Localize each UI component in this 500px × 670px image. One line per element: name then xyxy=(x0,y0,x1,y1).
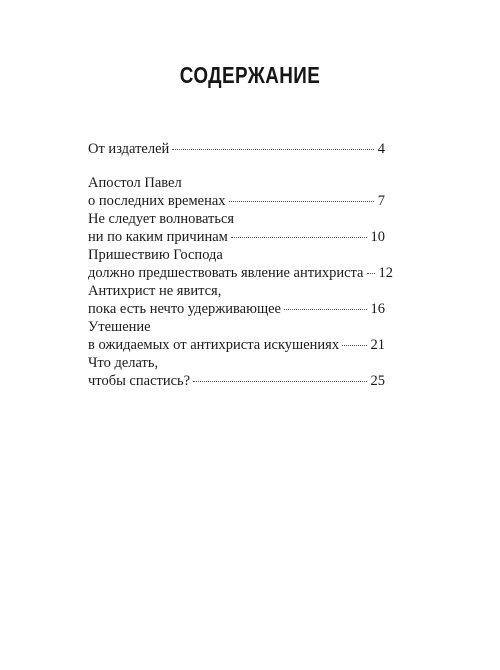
dot-leader xyxy=(229,201,374,202)
toc-entry-title-line: чтобы спастись? xyxy=(88,373,191,389)
toc-entry-title-line: Не следует волноваться xyxy=(88,211,235,227)
toc-page-number: 25 xyxy=(370,373,385,389)
table-of-contents xyxy=(88,140,393,390)
toc-entry-title-line: Пришествию Господа xyxy=(88,247,223,263)
toc-entry-title-line: ни по каким причинам xyxy=(88,229,228,245)
toc-entry-title: От издателей xyxy=(88,141,170,157)
toc-entry[interactable] xyxy=(88,282,385,318)
toc-entry[interactable] xyxy=(88,354,385,390)
page-title: СОДЕРЖАНИЕ xyxy=(179,62,321,88)
toc-entry-title-line: должно предшествовать явление антихриста xyxy=(88,265,364,281)
toc-entry[interactable] xyxy=(88,174,385,210)
toc-entry-title-line: Что делать, xyxy=(88,355,159,371)
dot-leader xyxy=(367,273,375,274)
toc-entry[interactable] xyxy=(88,140,385,158)
toc-entry[interactable] xyxy=(88,210,385,246)
toc-entry-title-line: Апостол Павел xyxy=(88,175,182,191)
toc-entry-title-line: Утешение xyxy=(88,319,151,335)
dot-leader xyxy=(342,345,366,346)
toc-entry[interactable] xyxy=(88,318,385,354)
toc-entry[interactable] xyxy=(88,246,393,282)
toc-entry-title-line: пока есть нечто удерживающее xyxy=(88,301,281,317)
toc-page-number: 16 xyxy=(370,301,385,317)
toc-entry-title-line: Антихрист не явится, xyxy=(88,283,222,299)
dot-leader xyxy=(193,381,366,382)
toc-page-number: 7 xyxy=(377,193,385,209)
dot-leader xyxy=(231,237,367,238)
toc-page-number: 10 xyxy=(370,229,385,245)
dot-leader xyxy=(284,309,367,310)
toc-entry-title-line: о последних временах xyxy=(88,193,226,209)
toc-page-number: 21 xyxy=(370,337,385,353)
toc-page-number: 4 xyxy=(377,141,385,157)
toc-page-number: 12 xyxy=(378,265,393,281)
dot-leader xyxy=(172,149,373,150)
toc-entry-title-line: в ожидаемых от антихриста искушениях xyxy=(88,337,340,353)
